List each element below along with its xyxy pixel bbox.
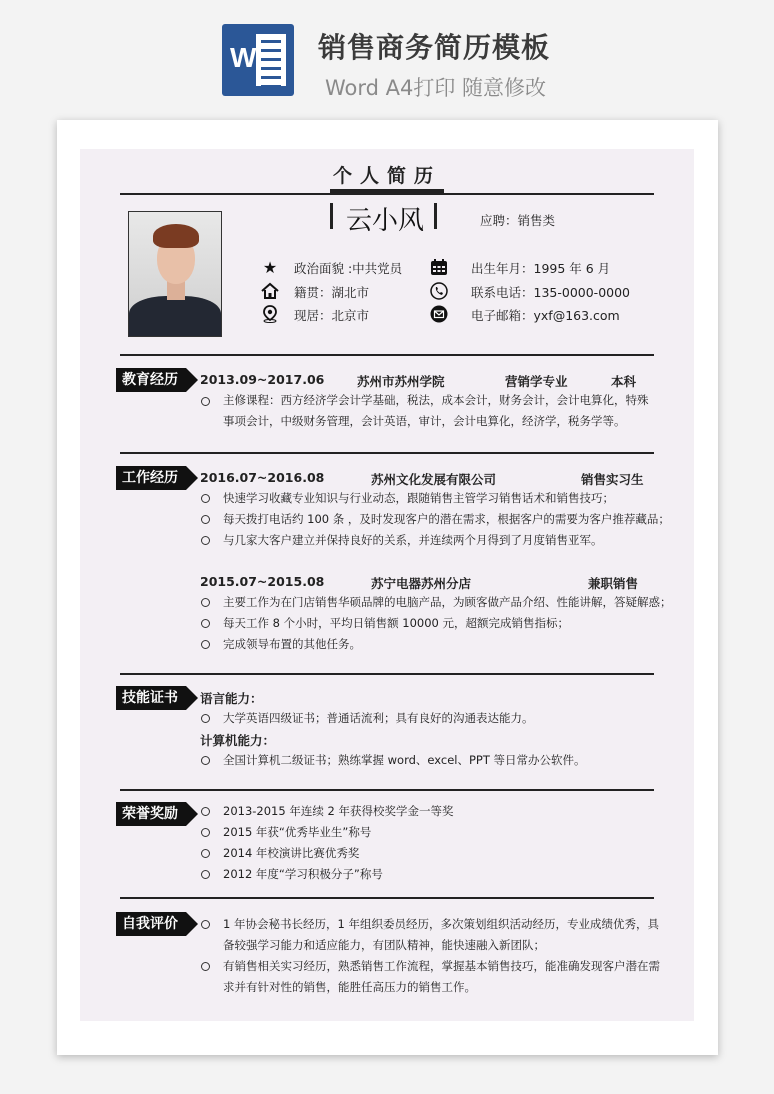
work-label: 工作经历 (116, 466, 186, 490)
bullet-icon (201, 828, 210, 837)
location-pin-icon (261, 305, 279, 323)
name-bar-right (434, 203, 437, 229)
info-email: 电子邮箱：yxf@163.com (471, 308, 620, 323)
calendar-icon (430, 258, 448, 276)
bullet-icon (201, 920, 210, 929)
honor-item: 2014 年校演讲比赛优秀奖 (223, 846, 360, 860)
bullet-icon (201, 494, 210, 503)
self-label: 自我评价 (116, 912, 186, 936)
skills-computer-item: 全国计算机二级证书；熟练掌握 word、excel、PPT 等日常办公软件。 (223, 753, 586, 767)
info-political: 政治面貌 :中共党员 (294, 261, 403, 276)
honor-item: 2013-2015 年连续 2 年获得校奖学金一等奖 (223, 804, 454, 818)
bullet-icon (201, 515, 210, 524)
work-divider (120, 452, 654, 454)
self-p1-line2: 备较强学习能力和适应能力，有团队精神，能快速融入新团队； (223, 938, 545, 952)
education-divider (120, 354, 654, 356)
self-p1-line1: 1 年协会秘书长经历，1 年组织委员经历，多次策划组织活动经历，专业成绩优秀，具 (223, 917, 659, 931)
education-period: 2013.09~2017.06 (200, 372, 325, 387)
info-hometown: 籍贯：湖北市 (294, 285, 370, 300)
resume-paper (57, 120, 718, 1055)
resume-title: 个人简历 (332, 165, 441, 187)
job1-item: 快速学习收藏专业知识与行业动态，跟随销售主管学习销售话术和销售技巧； (223, 491, 614, 505)
bullet-icon (201, 849, 210, 858)
education-degree: 本科 (611, 374, 637, 389)
self-divider (120, 897, 654, 899)
bullet-icon (201, 536, 210, 545)
job2-item: 主要工作为在门店销售华硕品牌的电脑产品，为顾客做产品介绍、性能讲解，答疑解惑； (223, 595, 672, 609)
title-accent-bar (330, 189, 444, 195)
honors-divider (120, 789, 654, 791)
education-major: 营销学专业 (505, 374, 568, 389)
honor-item: 2012 年度“学习积极分子”称号 (223, 867, 383, 881)
honors-label: 荣誉奖励 (116, 802, 186, 826)
info-phone: 联系电话：135-0000-0000 (471, 285, 631, 300)
profile-photo (128, 211, 222, 337)
bullet-icon (201, 619, 210, 628)
self-p2-line2: 求并有针对性的销售，能胜任高压力的销售工作。 (223, 980, 476, 994)
skills-language-item: 大学英语四级证书；普通话流利；具有良好的沟通表达能力。 (223, 711, 534, 725)
phone-icon (430, 282, 448, 300)
name-bar-left (330, 203, 333, 229)
bullet-icon (201, 598, 210, 607)
banner-header (0, 0, 774, 110)
job1-position: 销售实习生 (581, 472, 644, 487)
home-icon (261, 282, 279, 300)
bullet-icon (201, 756, 210, 765)
bullet-icon (201, 870, 210, 879)
bullet-icon (201, 714, 210, 723)
education-courses-line1: 主修课程：西方经济学会计学基础，税法，成本会计，财务会计，会计电算化，特殊 (223, 393, 649, 407)
word-icon: W (222, 24, 294, 96)
banner-title: 销售商务简历模板 (318, 31, 551, 64)
education-school: 苏州市苏州学院 (357, 374, 445, 389)
bullet-icon (201, 962, 210, 971)
job1-company: 苏州文化发展有限公司 (371, 472, 497, 487)
skills-language-title: 语言能力： (200, 691, 263, 706)
job1-period: 2016.07~2016.08 (200, 470, 325, 485)
job2-item: 完成领导布置的其他任务。 (223, 637, 361, 651)
job1-item: 每天拨打电话约 100 条 ，及时发现客户的潜在需求，根据客户的需要为客户推荐藏品； (223, 512, 670, 526)
info-residence: 现居：北京市 (294, 308, 370, 323)
banner-subtitle: Word A4打印 随意修改 (325, 76, 547, 100)
job2-period: 2015.07~2015.08 (200, 574, 325, 589)
job2-company: 苏宁电器苏州分店 (371, 576, 472, 591)
bullet-icon (201, 807, 210, 816)
job2-item: 每天工作 8 个小时，平均日销售额 10000 元，超额完成销售指标； (223, 616, 570, 630)
star-icon: ★ (262, 258, 278, 277)
honor-item: 2015 年获“优秀毕业生”称号 (223, 825, 372, 839)
info-birth: 出生年月：1995 年 6 月 (471, 261, 611, 276)
resume-sheet (80, 149, 694, 1021)
skills-label: 技能证书 (116, 686, 186, 710)
education-label: 教育经历 (116, 368, 186, 392)
apply-position: 应聘：销售类 (480, 213, 556, 228)
job1-item: 与几家大客户建立并保持良好的关系，并连续两个月得到了月度销售亚军。 (223, 533, 603, 547)
skills-computer-title: 计算机能力： (200, 733, 276, 748)
self-p2-line1: 有销售相关实习经历，熟悉销售工作流程，掌握基本销售技巧，能准确发现客户潜在需 (223, 959, 660, 973)
job2-position: 兼职销售 (588, 576, 639, 591)
bullet-icon (201, 397, 210, 406)
education-courses-line2: 事项会计，中级财务管理，会计英语，审计，会计电算化，经济学，税务学等。 (223, 414, 626, 428)
email-icon (430, 305, 448, 323)
bullet-icon (201, 640, 210, 649)
skills-divider (120, 673, 654, 675)
candidate-name: 云小风 (346, 206, 425, 236)
